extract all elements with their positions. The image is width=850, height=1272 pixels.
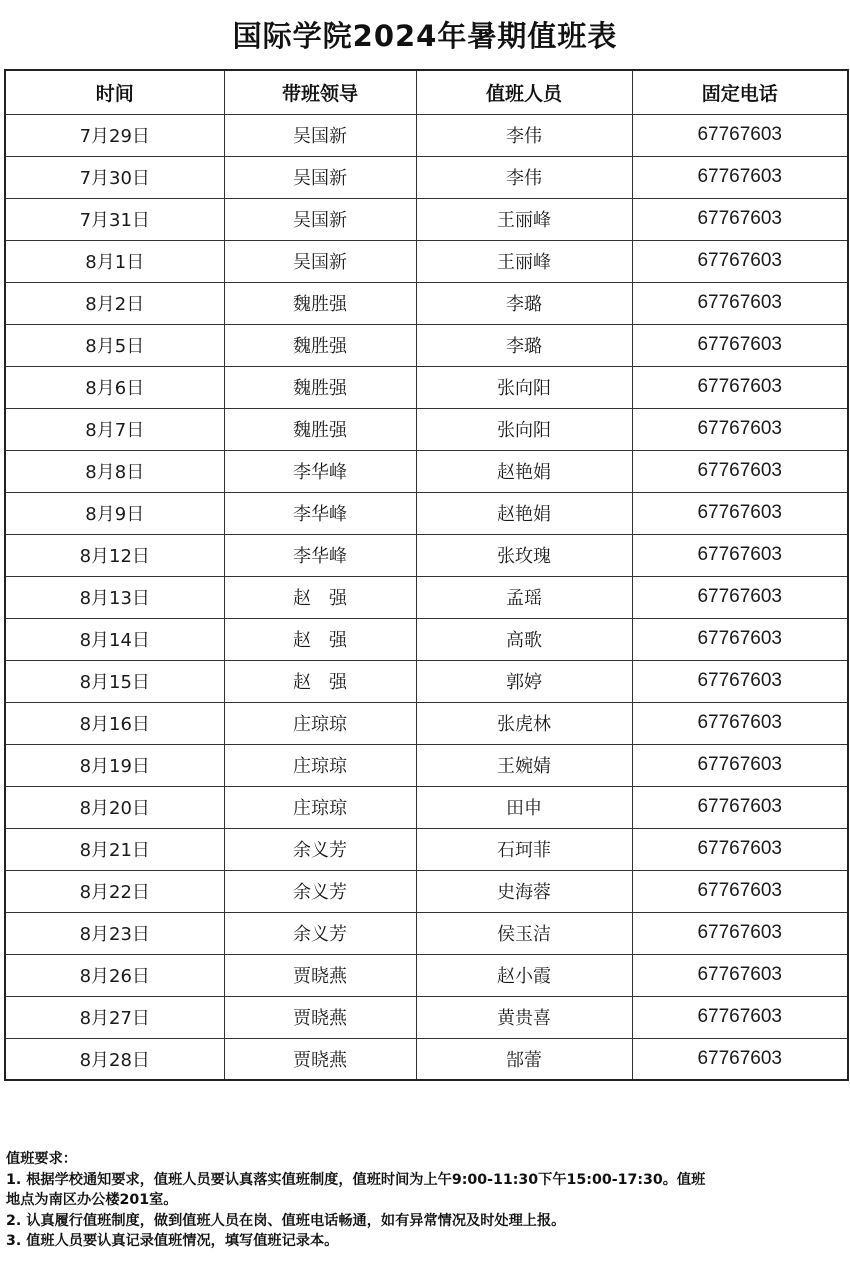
- table-row: [5, 954, 848, 996]
- table-row: [5, 702, 848, 744]
- cell-staff: 王丽峰: [416, 240, 632, 282]
- cell-leader: 魏胜强: [224, 408, 416, 450]
- cell-date: 8月13日: [5, 576, 224, 618]
- cell-staff: 张向阳: [416, 366, 632, 408]
- cell-date: 8月23日: [5, 912, 224, 954]
- cell-phone: 67767603: [632, 1038, 848, 1080]
- table-row: [5, 576, 848, 618]
- cell-phone: 67767603: [632, 324, 848, 366]
- cell-date: 8月14日: [5, 618, 224, 660]
- cell-staff: 史海蓉: [416, 870, 632, 912]
- cell-phone: 67767603: [632, 996, 848, 1038]
- cell-date: 8月2日: [5, 282, 224, 324]
- header-leader: 带班领导: [224, 70, 416, 114]
- table-row: [5, 366, 848, 408]
- cell-leader: 吴国新: [224, 198, 416, 240]
- table-row: [5, 1038, 848, 1080]
- header-phone: 固定电话: [632, 70, 848, 114]
- cell-leader: 吴国新: [224, 114, 416, 156]
- table-row: [5, 912, 848, 954]
- cell-phone: 67767603: [632, 870, 848, 912]
- cell-phone: 67767603: [632, 240, 848, 282]
- cell-staff: 李伟: [416, 114, 632, 156]
- table-header-row: [5, 70, 848, 114]
- table-row: [5, 534, 848, 576]
- table-row: [5, 996, 848, 1038]
- cell-leader: 吴国新: [224, 240, 416, 282]
- cell-staff: 田申: [416, 786, 632, 828]
- cell-leader: 魏胜强: [224, 324, 416, 366]
- cell-phone: 67767603: [632, 828, 848, 870]
- cell-phone: 67767603: [632, 450, 848, 492]
- cell-phone: 67767603: [632, 408, 848, 450]
- duty-schedule-table: [4, 69, 849, 1081]
- cell-phone: 67767603: [632, 198, 848, 240]
- cell-phone: 67767603: [632, 492, 848, 534]
- cell-date: 8月5日: [5, 324, 224, 366]
- cell-date: 8月28日: [5, 1038, 224, 1080]
- cell-leader: 贾晓燕: [224, 954, 416, 996]
- cell-staff: 李伟: [416, 156, 632, 198]
- cell-date: 8月16日: [5, 702, 224, 744]
- cell-date: 8月15日: [5, 660, 224, 702]
- cell-phone: 67767603: [632, 954, 848, 996]
- cell-staff: 侯玉洁: [416, 912, 632, 954]
- cell-phone: 67767603: [632, 534, 848, 576]
- cell-leader: 吴国新: [224, 156, 416, 198]
- notes-line: 2. 认真履行值班制度，做到值班人员在岗、值班电话畅通，如有异常情况及时处理上报。: [6, 1212, 566, 1229]
- table-row: [5, 408, 848, 450]
- duty-requirements: [6, 1149, 844, 1252]
- cell-staff: 张向阳: [416, 408, 632, 450]
- cell-leader: 庄琼琼: [224, 786, 416, 828]
- cell-staff: 张玫瑰: [416, 534, 632, 576]
- cell-phone: 67767603: [632, 744, 848, 786]
- cell-staff: 孟瑶: [416, 576, 632, 618]
- notes-heading: 值班要求：: [6, 1151, 77, 1167]
- cell-leader: 魏胜强: [224, 366, 416, 408]
- cell-date: 7月29日: [5, 114, 224, 156]
- cell-staff: 高歌: [416, 618, 632, 660]
- cell-date: 8月26日: [5, 954, 224, 996]
- table-row: [5, 198, 848, 240]
- cell-date: 8月12日: [5, 534, 224, 576]
- table-row: [5, 618, 848, 660]
- cell-staff: 石珂菲: [416, 828, 632, 870]
- cell-staff: 黄贵喜: [416, 996, 632, 1038]
- cell-phone: 67767603: [632, 702, 848, 744]
- cell-date: 7月31日: [5, 198, 224, 240]
- cell-staff: 王婉婧: [416, 744, 632, 786]
- table-row: [5, 156, 848, 198]
- cell-date: 8月21日: [5, 828, 224, 870]
- cell-date: 8月6日: [5, 366, 224, 408]
- cell-phone: 67767603: [632, 786, 848, 828]
- cell-date: 7月30日: [5, 156, 224, 198]
- table-row: [5, 282, 848, 324]
- cell-date: 8月7日: [5, 408, 224, 450]
- cell-staff: 赵艳娟: [416, 492, 632, 534]
- cell-phone: 67767603: [632, 114, 848, 156]
- cell-phone: 67767603: [632, 912, 848, 954]
- cell-staff: 王丽峰: [416, 198, 632, 240]
- header-staff: 值班人员: [416, 70, 632, 114]
- table-row: [5, 240, 848, 282]
- table-row: [5, 828, 848, 870]
- cell-date: 8月1日: [5, 240, 224, 282]
- cell-date: 8月22日: [5, 870, 224, 912]
- cell-leader: 余义芳: [224, 870, 416, 912]
- cell-leader: 李华峰: [224, 492, 416, 534]
- cell-staff: 李璐: [416, 282, 632, 324]
- cell-phone: 67767603: [632, 660, 848, 702]
- cell-leader: 庄琼琼: [224, 744, 416, 786]
- cell-phone: 67767603: [632, 366, 848, 408]
- cell-phone: 67767603: [632, 282, 848, 324]
- table-row: [5, 492, 848, 534]
- cell-leader: 赵 强: [224, 660, 416, 702]
- notes-line: 3. 值班人员要认真记录值班情况，填写值班记录本。: [6, 1233, 339, 1249]
- cell-phone: 67767603: [632, 576, 848, 618]
- cell-leader: 贾晓燕: [224, 1038, 416, 1080]
- table-row: [5, 324, 848, 366]
- table-row: [5, 450, 848, 492]
- cell-leader: 庄琼琼: [224, 702, 416, 744]
- cell-staff: 郭婷: [416, 660, 632, 702]
- cell-date: 8月8日: [5, 450, 224, 492]
- cell-leader: 李华峰: [224, 534, 416, 576]
- table-row: [5, 114, 848, 156]
- cell-staff: 赵小霞: [416, 954, 632, 996]
- table-row: [5, 786, 848, 828]
- table-body: [5, 114, 848, 1080]
- cell-leader: 赵 强: [224, 576, 416, 618]
- cell-date: 8月9日: [5, 492, 224, 534]
- table-row: [5, 744, 848, 786]
- cell-date: 8月20日: [5, 786, 224, 828]
- cell-date: 8月19日: [5, 744, 224, 786]
- cell-leader: 赵 强: [224, 618, 416, 660]
- cell-staff: 郜蕾: [416, 1038, 632, 1080]
- header-date: 时间: [5, 70, 224, 114]
- cell-staff: 赵艳娟: [416, 450, 632, 492]
- table-row: [5, 870, 848, 912]
- cell-staff: 李璐: [416, 324, 632, 366]
- cell-leader: 余义芳: [224, 828, 416, 870]
- cell-leader: 李华峰: [224, 450, 416, 492]
- notes-line: 地点为南区办公楼201室。: [6, 1192, 178, 1208]
- cell-leader: 余义芳: [224, 912, 416, 954]
- cell-phone: 67767603: [632, 156, 848, 198]
- notes-line: 1. 根据学校通知要求，值班人员要认真落实值班制度，值班时间为上午9:00-11:30下午15:00-17:30。值班: [6, 1171, 706, 1188]
- cell-leader: 贾晓燕: [224, 996, 416, 1038]
- page-title: 国际学院2024年暑期值班表: [232, 19, 618, 53]
- cell-staff: 张虎林: [416, 702, 632, 744]
- cell-date: 8月27日: [5, 996, 224, 1038]
- cell-leader: 魏胜强: [224, 282, 416, 324]
- cell-phone: 67767603: [632, 618, 848, 660]
- table-row: [5, 660, 848, 702]
